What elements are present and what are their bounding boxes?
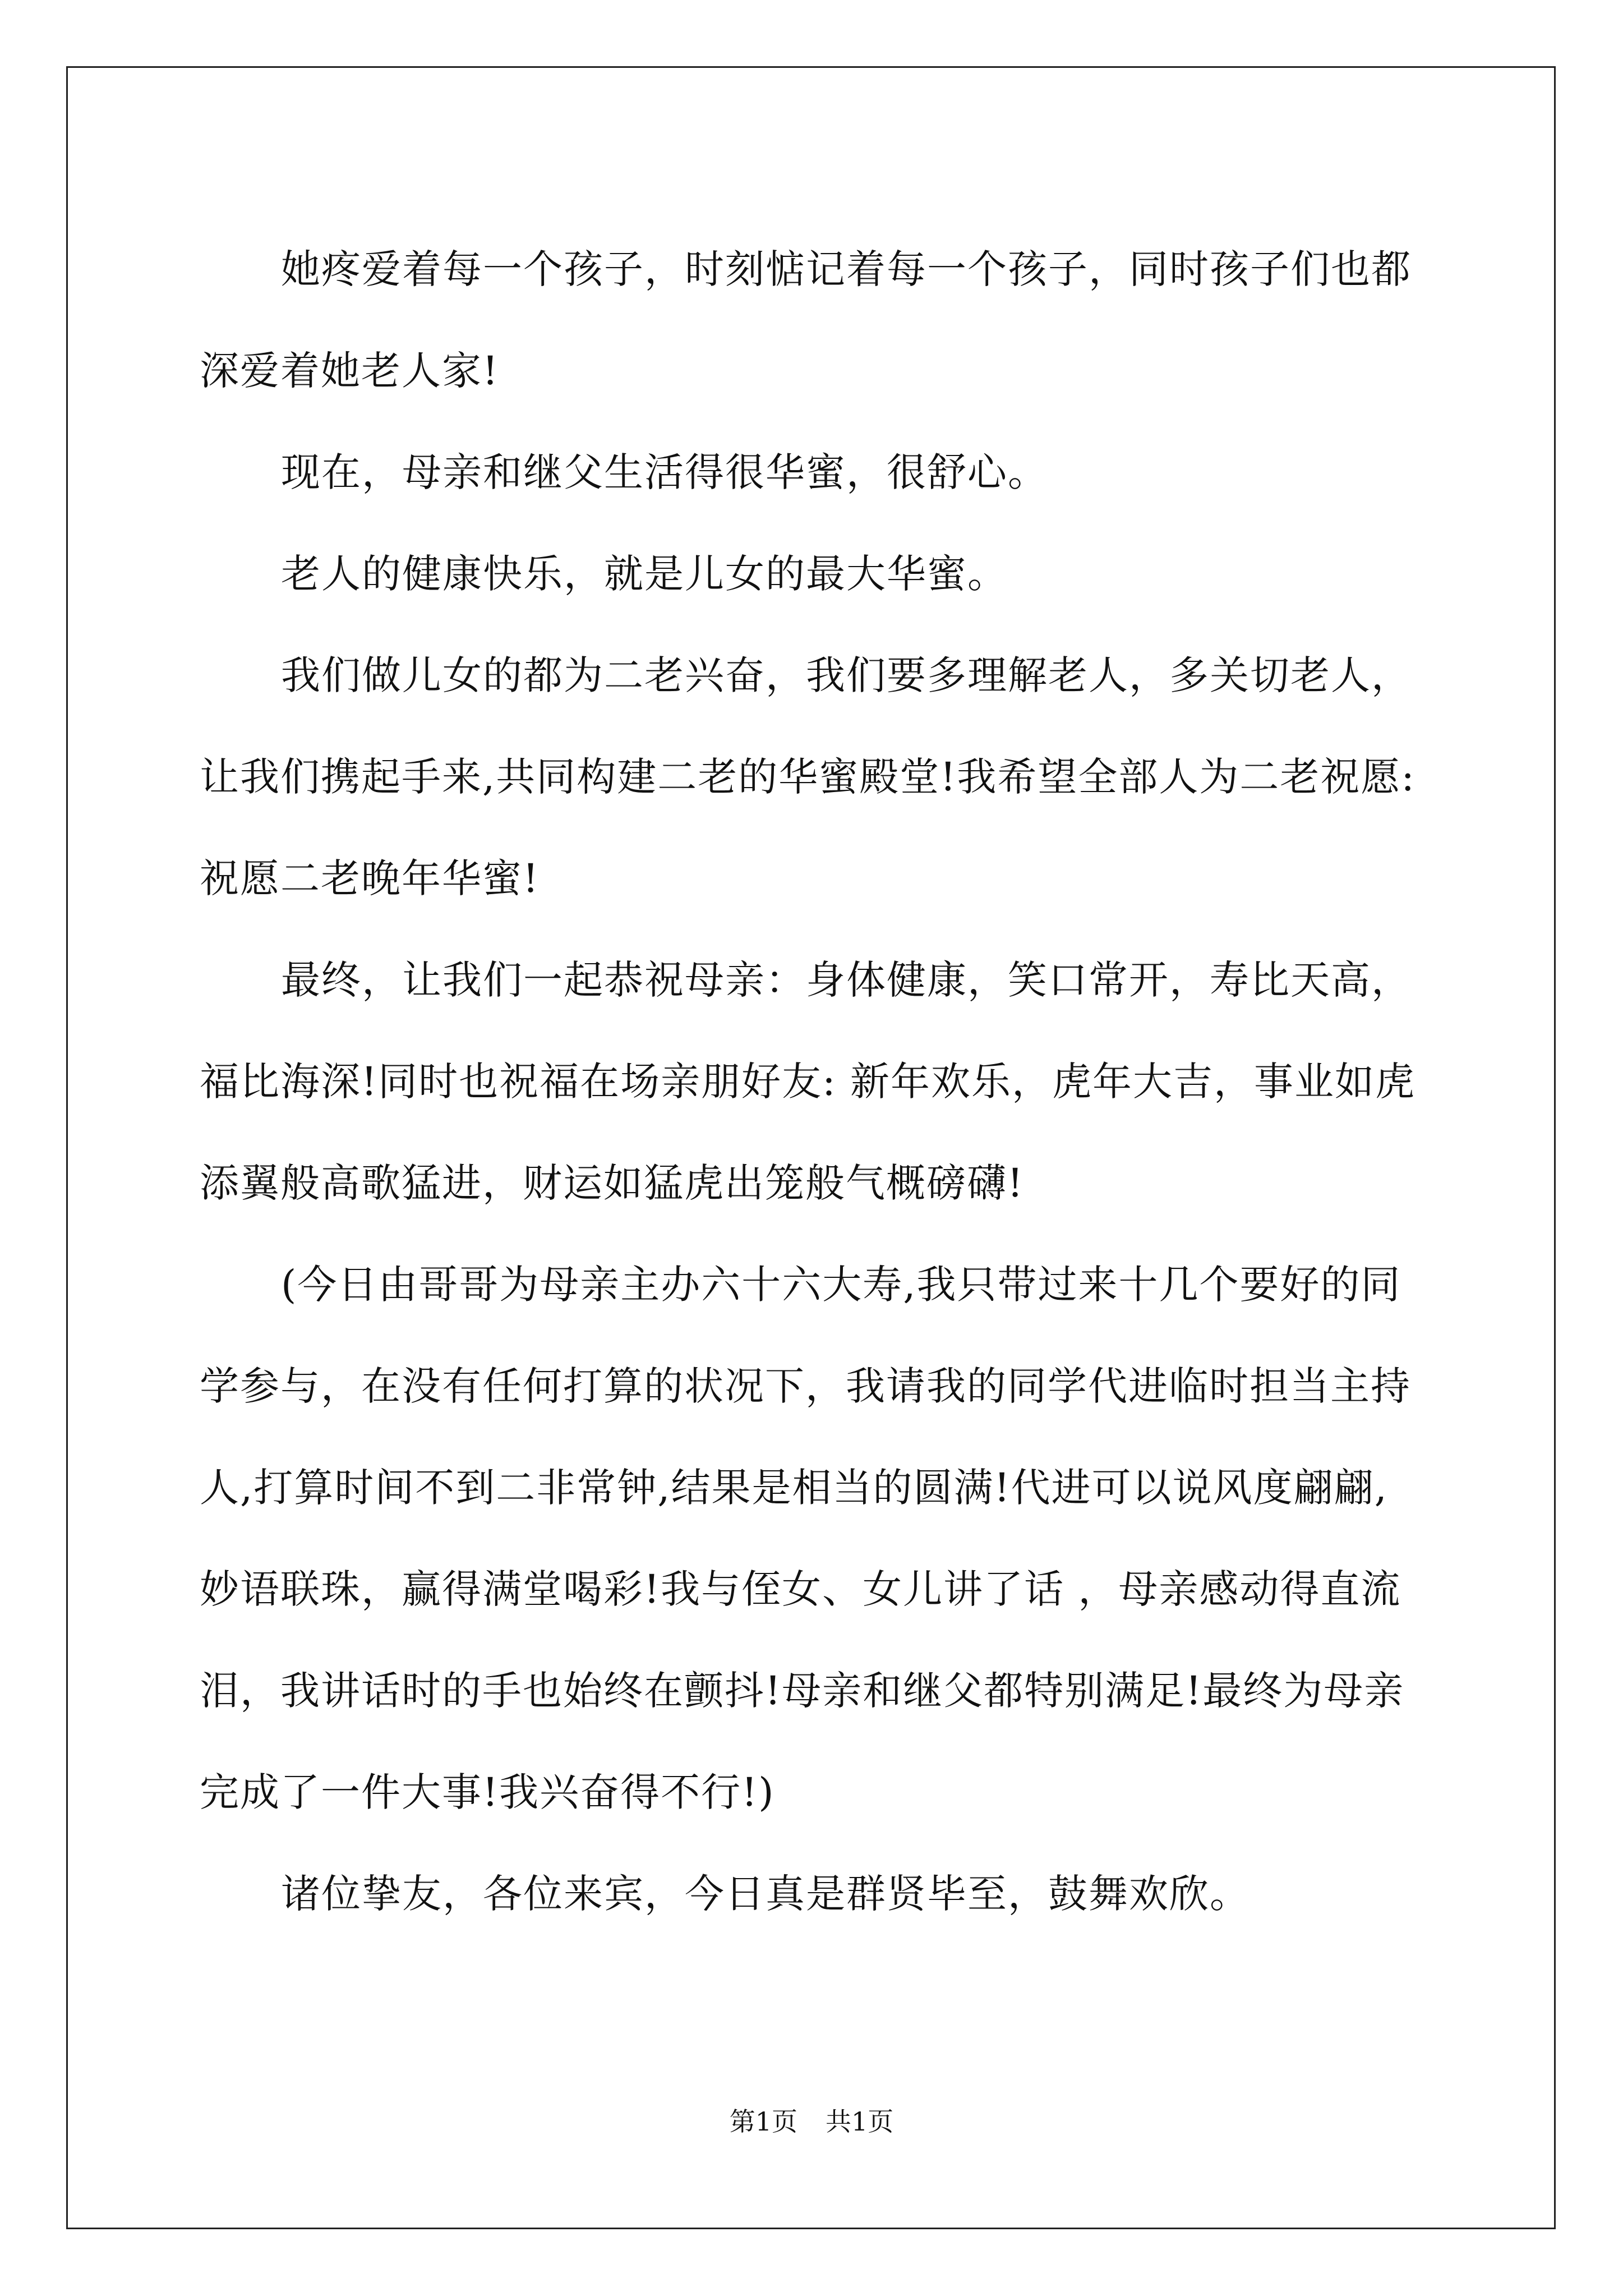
text-line: 让我们携起手来,共同构建二老的华蜜殿堂!我希望全部人为二老祝愿:: [200, 754, 1415, 800]
page-number: 第1页: [729, 2106, 797, 2137]
paragraph-3: [200, 523, 1433, 625]
text-line: 诸位挚友，各位来宾，今日真是群贤毕至，鼓舞欢欣。: [281, 1871, 1250, 1917]
text-line: 老人的健康快乐，就是儿女的最大华蜜。: [281, 551, 1008, 597]
text-line: 我们做儿女的都为二老兴奋，我们要多理解老人，多关切老人，: [281, 652, 1412, 698]
text-line: 泪，我讲话时的手也始终在颤抖!母亲和继父都特别满足!最终为母亲: [200, 1668, 1405, 1714]
text-line: 祝愿二老晚年华蜜!: [200, 855, 540, 901]
text-line: 妙语联珠，赢得满堂喝彩!我与侄女、女儿讲了话 ，母亲感动得直流: [200, 1566, 1401, 1612]
text-line: 学参与，在没有任何打算的状况下，我请我的同学代进临时担当主持: [200, 1363, 1411, 1409]
paragraph-6: [200, 1234, 1433, 1843]
paragraph-2: [200, 422, 1433, 523]
paragraph-1: [200, 219, 1433, 422]
paragraph-4: [200, 625, 1433, 930]
paragraph-7: [200, 1843, 1433, 1945]
text-line: 她疼爱着每一个孩子，时刻惦记着每一个孩子，同时孩子们也都: [281, 246, 1412, 292]
page-footer: [0, 2105, 1623, 2138]
paragraph-5: [200, 930, 1433, 1234]
text-line: 添翼般高歌猛进，财运如猛虎出笼般气概磅礴!: [200, 1160, 1025, 1206]
text-line: 福比海深!同时也祝福在场亲朋好友: 新年欢乐，虎年大吉，事业如虎: [200, 1059, 1415, 1105]
text-line: 深爱着她老人家!: [200, 348, 500, 394]
page-total: 共1页: [826, 2106, 894, 2137]
text-line: 现在，母亲和继父生活得很华蜜，很舒心。: [281, 449, 1048, 495]
text-line: 完成了一件大事!我兴奋得不行!): [200, 1769, 775, 1815]
document-body: [200, 219, 1433, 1945]
text-line: 人,打算时间不到二非常钟,结果是相当的圆满!代进可以说风度翩翩,: [200, 1465, 1388, 1511]
text-line: 最终，让我们一起恭祝母亲：身体健康，笑口常开，寿比天高，: [281, 957, 1412, 1003]
text-line: (今日由哥哥为母亲主办六十六大寿,我只带过来十几个要好的同: [281, 1262, 1401, 1308]
